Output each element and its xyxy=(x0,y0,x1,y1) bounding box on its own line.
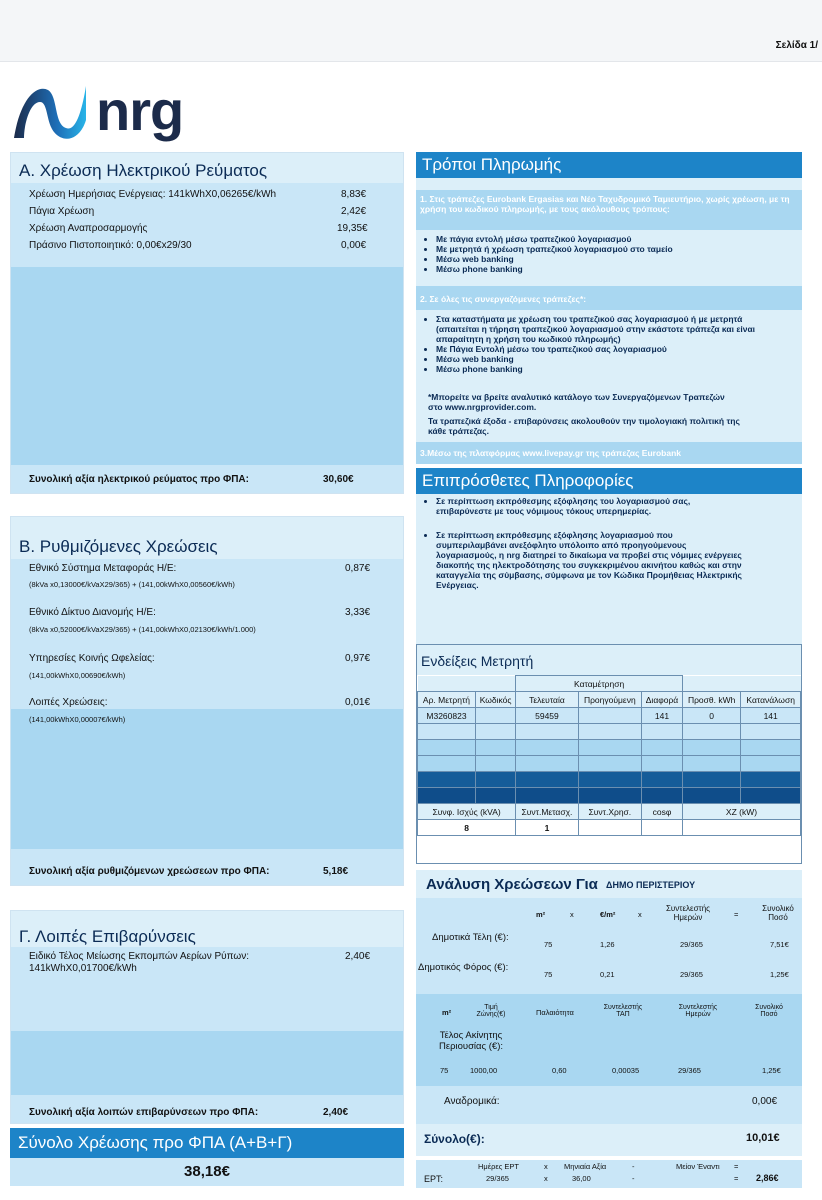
ert-days: 29/365 xyxy=(486,1174,509,1183)
meter-col-header: Κωδικός xyxy=(475,692,515,708)
b-row-detail: (8kVa x0,13000€/kVaX29/365) + (141,00kWhX0,00560€/kWh) xyxy=(29,580,235,589)
muni-h-eq: = xyxy=(734,910,739,919)
tap-h-total: Συνολικό Ποσό xyxy=(755,1004,783,1018)
payment-note: Τα τραπεζικά έξοδα - επιβαρύνσεις ακολουθούν την τιμολογιακή πολιτική της κάθε τράπεζας. xyxy=(428,416,740,436)
a-total-label: Συνολική αξία ηλεκτρικού ρεύματος προ ΦΠΑ: xyxy=(29,474,249,485)
muni-r2-days: 29/365 xyxy=(680,970,703,979)
tap-label: Τέλος Ακίνητης Περιουσίας (€): xyxy=(438,1030,504,1052)
meter-cell xyxy=(475,708,515,724)
muni-r2-label: Δημοτικός Φόρος (€): xyxy=(418,962,509,973)
b-row-label: Υπηρεσίες Κοινής Ωφελείας: xyxy=(29,653,155,664)
payment-p2-item: • Στα καταστήματα με χρέωση του τραπεζικού σας λογαριασμού ή με μετρητά (απαιτείται η τήρηση τραπεζικού λογαριασμού στην εκάστοτε τράπεζα και είναι απαραίτητη η χρήση του κωδικού πληρωμής) xyxy=(436,314,770,344)
meter-foot-value xyxy=(578,820,641,836)
ert-dash: - xyxy=(632,1162,635,1171)
muni-r2-m2: 75 xyxy=(544,970,553,979)
muni-r1-m2: 75 xyxy=(544,940,553,949)
ert-row xyxy=(416,1160,802,1188)
tap-zone: 1000,00 xyxy=(470,1066,498,1075)
a-row-value: 8,83€ xyxy=(341,189,367,200)
page-number: Σελίδα 1/ xyxy=(775,40,818,51)
meter-title: Ενδείξεις Μετρητή xyxy=(421,653,534,669)
ert-h-days: Ημέρες ΕΡΤ xyxy=(478,1162,519,1171)
meter-col-header: Προηγούμενη xyxy=(578,692,641,708)
meter-cell: 0 xyxy=(683,708,741,724)
municipal-sum-label: Σύνολο(€): xyxy=(424,1132,485,1146)
meter-cell: 141 xyxy=(741,708,801,724)
muni-h-eurm2: €/m² xyxy=(600,910,616,919)
payment-p1-item: • Με πάγια εντολή μέσω τραπεζικού λογαριασμού xyxy=(436,234,794,244)
b-row-value: 3,33€ xyxy=(345,607,371,618)
a-row-label: Χρέωση Αναπροσαρμογής xyxy=(29,223,148,234)
payment-p1-item: • Μέσω web banking xyxy=(436,254,794,264)
a-row-value: 0,00€ xyxy=(341,240,367,251)
b-row-label: Εθνικό Δίκτυο Διανομής Η/Ε: xyxy=(29,607,156,618)
municipal-sum-value: 10,01€ xyxy=(746,1132,780,1144)
muni-h-x: x xyxy=(570,910,574,919)
section-a-title: Α. Χρέωση Ηλεκτρικού Ρεύματος xyxy=(19,161,268,180)
c-row-detail: 141kWhX0,01700€/kWh xyxy=(29,963,137,974)
payment-p2-item: • Μέσω web banking xyxy=(436,354,770,364)
meter-foot-value xyxy=(641,820,682,836)
logo-text: nrg xyxy=(96,79,184,142)
meter-cell: 141 xyxy=(641,708,682,724)
meter-cell: M3260823 xyxy=(418,708,476,724)
a-row-value: 2,42€ xyxy=(341,206,367,217)
meter-readings xyxy=(416,644,802,864)
payment-note: *Μπορείτε να βρείτε αναλυτικό κατάλογο των Συνεργαζόμενων Τραπεζών στο www.nrgprovider.com. xyxy=(428,392,725,412)
meter-col-header: Προσθ. kWh xyxy=(683,692,741,708)
meter-col-header: Διαφορά xyxy=(641,692,682,708)
ert-x: x xyxy=(544,1162,548,1171)
ert-month: 36,00 xyxy=(572,1174,591,1183)
ert-total: 2,86€ xyxy=(756,1173,779,1183)
meter-foot-value xyxy=(683,820,801,836)
c-total-value: 2,40€ xyxy=(323,1107,349,1118)
logo-mark-icon xyxy=(10,80,90,142)
extra-item: • Σε περίπτωση εκπρόθεσμης εξόφλησης λογαριασμού που συμπεριλαμβάνει ανεξόφλητο υπόλοιπο από προηγούμενους λογαριασμούς, η nrg διατηρεί το δικαίωμα να προβεί στις νόμιμες ενέργειες διακοπής της ηλεκτροδότησης του συγκεκριμένου ακινήτου καθώς και στην καταγγελία της σύμβασης, σύμφωνα με τον Κώδικα Προμήθειας Ηλεκτρικής Ενέργειας. xyxy=(436,530,744,590)
a-row-value: 19,35€ xyxy=(337,223,368,234)
payment-methods xyxy=(416,152,802,464)
municipality-name: ΔΗΜΟ ΠΕΡΙΣΤΕΡΙΟΥ xyxy=(606,880,696,890)
b-row-label: Λοιπές Χρεώσεις: xyxy=(29,697,108,708)
municipal-title: Ανάλυση Χρεώσεων Για xyxy=(426,876,598,893)
meter-foot-value: 1 xyxy=(516,820,578,836)
section-a xyxy=(10,152,404,494)
payment-title: Τρόποι Πληρωμής xyxy=(416,152,802,178)
section-b xyxy=(10,516,404,886)
section-c-title: Γ. Λοιπές Επιβαρύνσεις xyxy=(19,927,196,946)
b-row-detail: (141,00kWhX0,00007€/kWh) xyxy=(29,715,126,724)
ert-x: x xyxy=(544,1174,548,1183)
b-row-value: 0,01€ xyxy=(345,697,371,708)
tap-h-days: Συντελεστής Ημερών xyxy=(678,1004,718,1018)
tap-m2: 75 xyxy=(440,1066,449,1075)
meter-foot-header: Συντ.Χρησ. xyxy=(578,804,641,820)
muni-r1-days: 29/365 xyxy=(680,940,703,949)
a-row-label: Πάγια Χρέωση xyxy=(29,206,95,217)
meter-foot-header: Συντ.Μετασχ. xyxy=(516,804,578,820)
top-bar xyxy=(0,0,822,62)
muni-r2-price: 0,21 xyxy=(600,970,615,979)
payment-p3: 3.Μέσω της πλατφόρμας www.livepay.gr της τράπεζας Eurobank xyxy=(420,448,681,458)
muni-h-coef: Συντελεστής Ημερών xyxy=(665,904,710,922)
payment-p1-item: • Με μετρητά ή χρέωση τραπεζικού λογαριασμού στο ταμείο xyxy=(436,244,794,254)
a-row-label: Πράσινο Πιστοποιητικό: 0,00€x29/30 xyxy=(29,240,192,251)
b-total-label: Συνολική αξία ρυθμιζόμενων χρεώσεων προ ΦΠΑ: xyxy=(29,866,270,877)
meter-foot-header: cosφ xyxy=(641,804,682,820)
tap-h-tap: Συντελεστής ΤΑΠ xyxy=(603,1004,643,1018)
b-row-value: 0,97€ xyxy=(345,653,371,664)
meter-col-header: Αρ. Μετρητή xyxy=(418,692,476,708)
tap-coef: 0,00035 xyxy=(612,1066,640,1075)
tap-h-age: Παλαιότητα xyxy=(536,1008,574,1017)
meter-row xyxy=(418,708,801,724)
b-total-value: 5,18€ xyxy=(323,866,349,877)
tap-age: 0,60 xyxy=(552,1066,567,1075)
grand-total-box xyxy=(10,1158,404,1186)
muni-r1-total: 7,51€ xyxy=(770,940,789,949)
muni-h-x: x xyxy=(638,910,642,919)
meter-col-header: Κατανάλωση xyxy=(741,692,801,708)
section-b-title: Β. Ρυθμιζόμενες Χρεώσεις xyxy=(19,537,218,556)
meter-foot-value: 8 xyxy=(418,820,516,836)
payment-p2-item: • Μέσω phone banking xyxy=(436,364,770,374)
grand-total-value: 38,18€ xyxy=(184,1163,230,1180)
extra-title: Επιπρόσθετες Πληροφορίες xyxy=(416,468,802,494)
payment-p1-head: 1. Στις τράπεζες Eurobank Ergasias και Νέο Ταχυδρομικό Ταμιευτήριο, χωρίς χρέωση, με τη χρήση του κωδικού πληρωμής, με τους ακόλουθους τρόπους: xyxy=(420,194,790,214)
tap-days: 29/365 xyxy=(678,1066,701,1075)
ert-eq: = xyxy=(734,1162,739,1171)
retro-label: Αναδρομικά: xyxy=(444,1096,500,1107)
muni-h-m2: m² xyxy=(536,910,546,919)
muni-r2-total: 1,25€ xyxy=(770,970,789,979)
ert-eq: = xyxy=(734,1174,739,1183)
meter-col-header: Τελευταία xyxy=(516,692,578,708)
nrg-logo xyxy=(10,80,210,142)
extra-item: • Σε περίπτωση εκπρόθεσμης εξόφλησης του λογαριασμού σας, επιβαρύνεστε με τους νόμιμους τόκους υπερημερίας. xyxy=(436,496,744,516)
retro-value: 0,00€ xyxy=(752,1096,778,1107)
payment-p2-head: 2. Σε όλες τις συνεργαζόμενες τράπεζες*: xyxy=(420,294,587,304)
payment-p2-item: • Με Πάγια Εντολή μέσω του τραπεζικού σας λογαριασμού xyxy=(436,344,770,354)
section-c xyxy=(10,910,404,1124)
muni-h-total: Συνολικό Ποσό xyxy=(762,904,794,922)
meter-group-header: Καταμέτρηση xyxy=(516,676,683,692)
meter-cell: 59459 xyxy=(516,708,578,724)
grand-total-title: Σύνολο Χρέωσης προ ΦΠΑ (Α+Β+Γ) xyxy=(18,1133,293,1152)
muni-r1-price: 1,26 xyxy=(600,940,615,949)
meter-cell xyxy=(578,708,641,724)
c-total-label: Συνολική αξία λοιπών επιβαρύνσεων προ ΦΠΑ: xyxy=(29,1107,259,1118)
b-row-value: 0,87€ xyxy=(345,563,371,574)
municipal-charges xyxy=(416,870,802,1156)
grand-total-header xyxy=(10,1128,404,1158)
ert-label: ΕΡΤ: xyxy=(424,1174,444,1184)
tap-h-zone: Τιμή Ζώνης(€) xyxy=(476,1004,506,1018)
ert-dash: - xyxy=(632,1174,635,1183)
meter-foot-header: Συνφ. Ισχύς (kVA) xyxy=(418,804,516,820)
a-row-label: Χρέωση Ημερήσιας Ενέργειας: 141kWhX0,06265€/kWh xyxy=(29,189,277,200)
b-row-label: Εθνικό Σύστημα Μεταφοράς Η/Ε: xyxy=(29,563,177,574)
c-row-label: Ειδικό Τέλος Μείωσης Εκπομπών Αερίων Ρύπων: xyxy=(29,951,249,962)
muni-r1-label: Δημοτικά Τέλη (€): xyxy=(432,932,509,943)
tap-h-m2: m² xyxy=(442,1008,452,1017)
extra-info xyxy=(416,468,802,644)
a-total-value: 30,60€ xyxy=(323,474,354,485)
meter-foot-header: ΧΖ (kW) xyxy=(683,804,801,820)
ert-h-month: Μηνιαία Αξία xyxy=(564,1162,607,1171)
b-row-detail: (8kVa x0,52000€/kVaX29/365) + (141,00kWhX0,02130€/kWh/1.000) xyxy=(29,625,256,634)
tap-total: 1,25€ xyxy=(762,1066,781,1075)
c-row-value: 2,40€ xyxy=(345,951,371,962)
b-row-detail: (141,00kWhX0,00690€/kWh) xyxy=(29,671,126,680)
payment-p1-item: • Μέσω phone banking xyxy=(436,264,794,274)
ert-h-minus: Μείον Έναντι xyxy=(676,1162,720,1171)
